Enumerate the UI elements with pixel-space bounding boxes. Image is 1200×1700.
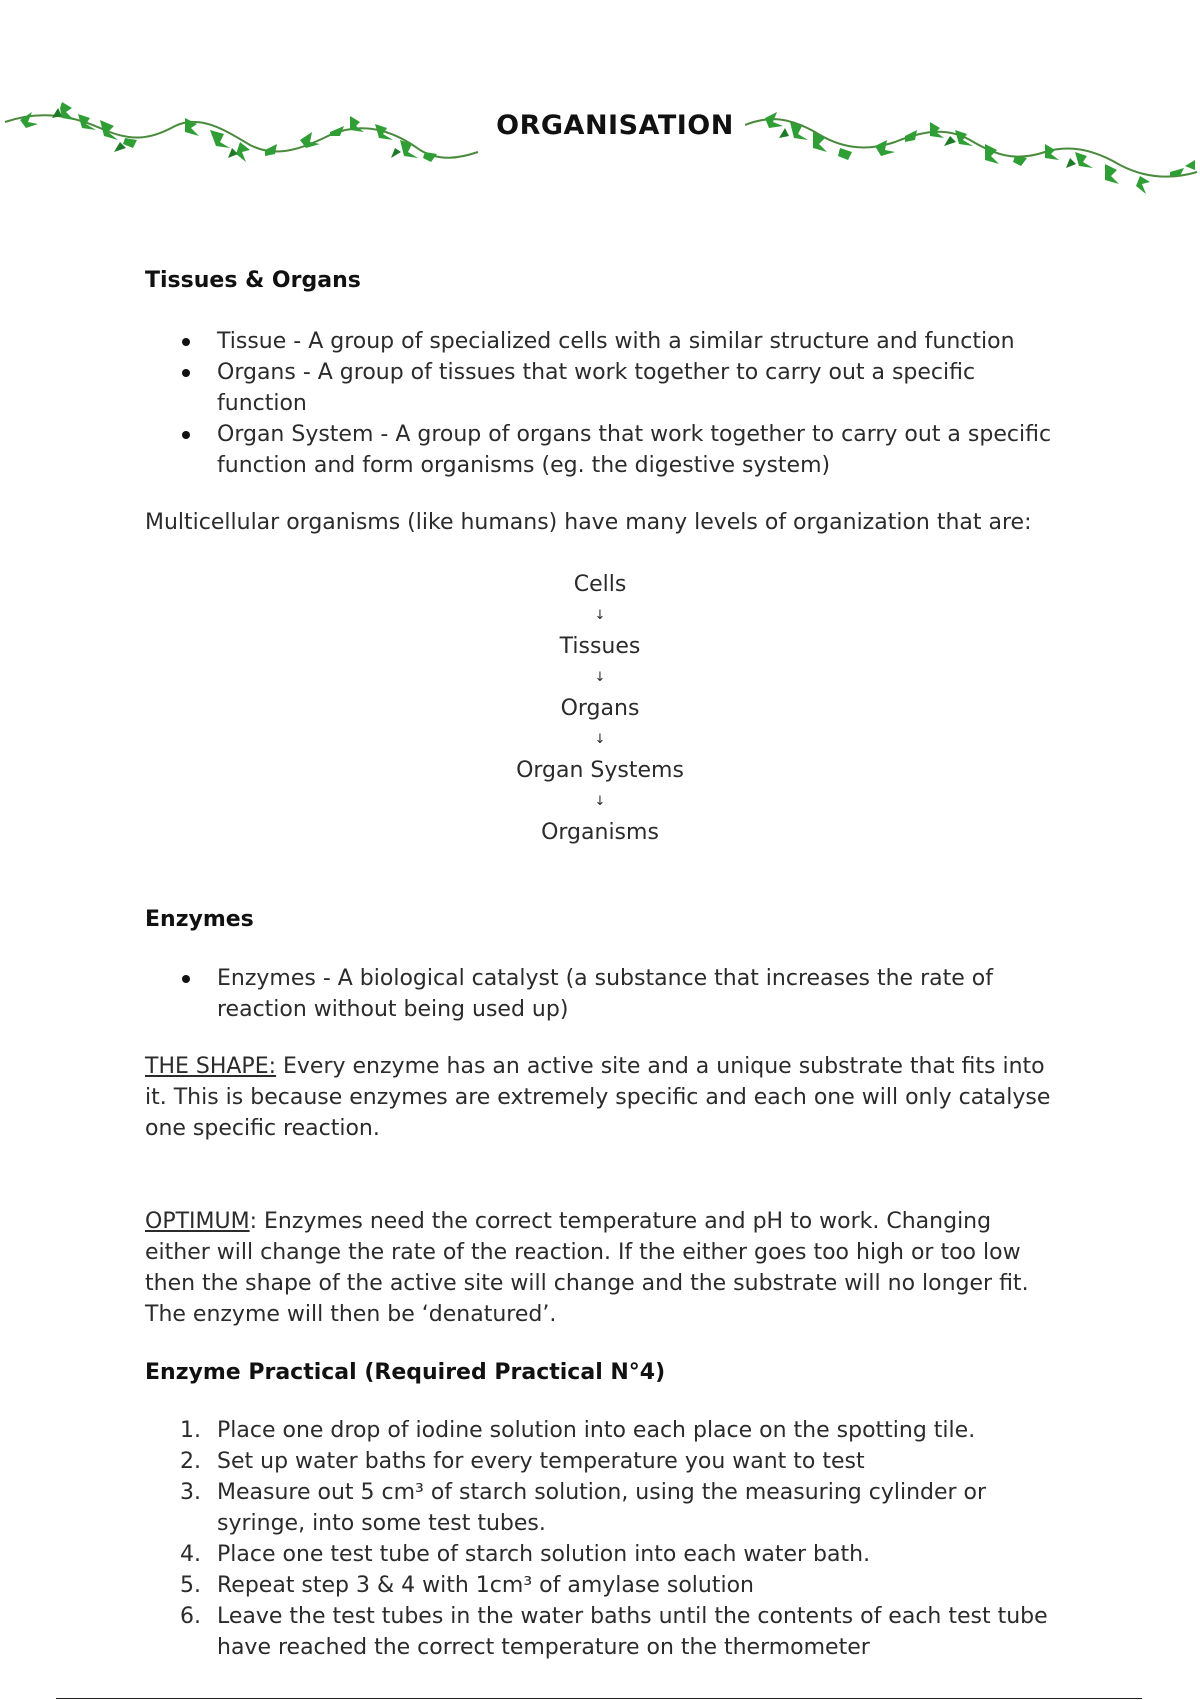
list-item: 6. Leave the test tubes in the water baths until the contents of each test tube have reached the correct temperature on the thermometer (180, 1604, 1048, 1660)
tissues-bullet-list (145, 326, 1055, 481)
vine-left-decoration (0, 90, 480, 190)
list-item: Enzymes - A biological catalyst (a substance that increases the rate of reaction without being used up) (145, 963, 1055, 1025)
down-arrow-icon: ↓ (594, 670, 606, 685)
bullet-icon (182, 369, 190, 377)
bullet-icon (182, 975, 190, 983)
bullet-icon (182, 431, 190, 439)
list-item: 3. Measure out 5 cm³ of starch solution, using the measuring cylinder or syringe, into some test tubes. (180, 1480, 987, 1536)
level-tissues: Tissues (559, 634, 641, 659)
section-heading-enzymes: Enzymes (145, 907, 254, 932)
list-item: 4. Place one test tube of starch solution into each water bath. (180, 1542, 871, 1567)
level-organs: Organs (560, 696, 640, 721)
list-item: Tissue - A group of specialized cells with a similar structure and function (145, 326, 1055, 357)
optimum-paragraph (145, 1206, 1055, 1330)
section-heading-practical: Enzyme Practical (Required Practical N°4) (145, 1360, 666, 1385)
down-arrow-icon: ↓ (594, 608, 606, 623)
level-organ-systems: Organ Systems (516, 758, 684, 783)
optimum-label: OPTIMUM (145, 1209, 250, 1234)
vine-right-decoration (745, 100, 1200, 210)
list-item: 2. Set up water baths for every temperature you want to test (180, 1449, 865, 1474)
shape-text: Every enzyme has an active site and a unique substrate that fits into it. This is because enzymes are extremely specific and each one will only catalyse one specific reaction. (145, 1054, 1051, 1141)
level-cells: Cells (573, 572, 627, 597)
optimum-text: : Enzymes need the correct temperature and pH to work. Changing either will change the rate of the reaction. If the either goes too high or too low then the shape of the active site will change and the substrate will no longer fit. The enzyme will then be ‘denatured’. (145, 1209, 1029, 1327)
list-item: Organ System - A group of organs that work together to carry out a specific function and form organisms (eg. the digestive system) (145, 419, 1055, 481)
practical-steps-list (145, 1415, 1055, 1663)
page-bottom-rule (56, 1698, 1142, 1699)
bullet-icon (182, 338, 190, 346)
enzymes-bullet-list (145, 963, 1055, 1025)
down-arrow-icon: ↓ (594, 794, 606, 809)
list-item: 1. Place one drop of iodine solution into each place on the spotting tile. (180, 1418, 976, 1443)
organization-levels-flow (145, 569, 1055, 848)
list-item: Organs - A group of tissues that work together to carry out a specific function (145, 357, 1055, 419)
page-header (0, 80, 1200, 210)
shape-paragraph (145, 1051, 1055, 1144)
page-title: ORGANISATION (496, 110, 734, 141)
list-item: 5. Repeat step 3 & 4 with 1cm³ of amylase solution (180, 1573, 754, 1598)
document-body (145, 265, 1055, 1663)
down-arrow-icon: ↓ (594, 732, 606, 747)
organization-intro: Multicellular organisms (like humans) have many levels of organization that are: (145, 510, 1032, 535)
section-heading-tissues: Tissues & Organs (145, 268, 361, 293)
level-organisms: Organisms (541, 820, 659, 845)
shape-label: THE SHAPE: (145, 1054, 277, 1079)
